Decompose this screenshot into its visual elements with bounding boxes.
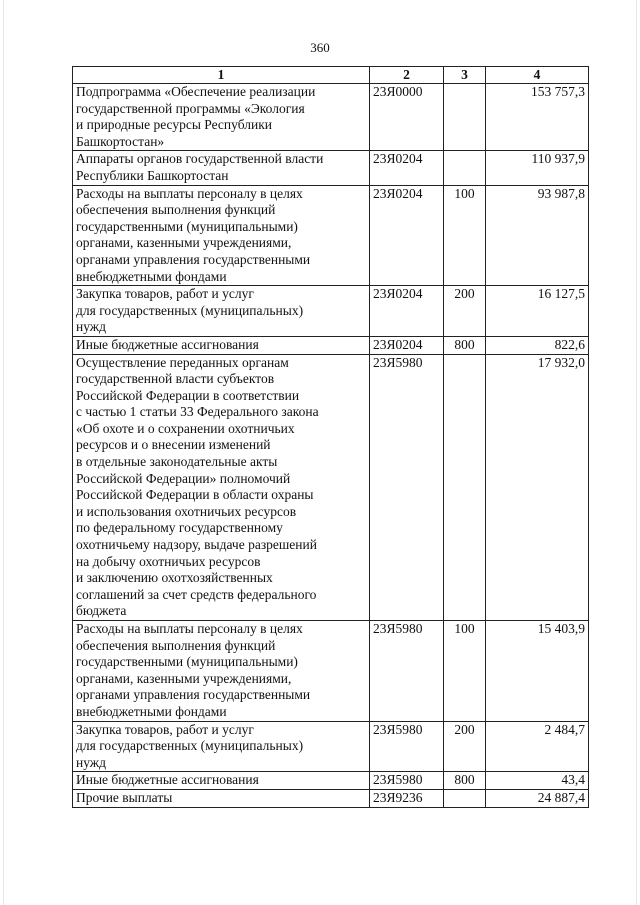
row-name: Закупка товаров, работ и услуг для государственных (муниципальных) нужд xyxy=(73,721,370,772)
row-type xyxy=(444,354,486,621)
row-code: 23Я9236 xyxy=(370,789,444,807)
row-type: 200 xyxy=(444,286,486,337)
row-name: Иные бюджетные ассигнования xyxy=(73,336,370,354)
table-row xyxy=(73,621,589,722)
row-amount: 2 484,7 xyxy=(486,721,589,772)
header-col-2: 2 xyxy=(370,67,444,84)
row-amount: 822,6 xyxy=(486,336,589,354)
budget-table xyxy=(72,66,589,808)
row-name: Подпрограмма «Обеспечение реализации государственной программы «Экология и природные ресурсы Республики Башкортостан» xyxy=(73,84,370,151)
row-name: Иные бюджетные ассигнования xyxy=(73,772,370,790)
row-type: 100 xyxy=(444,185,486,286)
row-amount: 153 757,3 xyxy=(486,84,589,151)
row-amount: 17 932,0 xyxy=(486,354,589,621)
header-row xyxy=(73,67,589,84)
row-name: Прочие выплаты xyxy=(73,789,370,807)
table-row xyxy=(73,789,589,807)
row-code: 23Я0204 xyxy=(370,185,444,286)
table-row xyxy=(73,185,589,286)
row-type: 200 xyxy=(444,721,486,772)
header-col-1: 1 xyxy=(73,67,370,84)
row-amount: 110 937,9 xyxy=(486,151,589,185)
page-number: 360 xyxy=(310,40,330,55)
row-code: 23Я5980 xyxy=(370,721,444,772)
row-type xyxy=(444,151,486,185)
row-code: 23Я5980 xyxy=(370,354,444,621)
row-name: Аппараты органов государственной власти Республики Башкортостан xyxy=(73,151,370,185)
table-row xyxy=(73,151,589,185)
row-code: 23Я0000 xyxy=(370,84,444,151)
table-row xyxy=(73,336,589,354)
table-row xyxy=(73,354,589,621)
table-row xyxy=(73,286,589,337)
left-margin-line xyxy=(3,0,4,905)
row-type: 800 xyxy=(444,772,486,790)
row-amount: 93 987,8 xyxy=(486,185,589,286)
row-amount: 24 887,4 xyxy=(486,789,589,807)
row-type: 100 xyxy=(444,621,486,722)
table-row xyxy=(73,772,589,790)
row-name: Расходы на выплаты персоналу в целях обеспечения выполнения функций государственными (муниципальными) органами, казенными учреждениями, органами управления государственными внебюджетными фондами xyxy=(73,621,370,722)
row-name: Осуществление переданных органам государственной власти субъектов Российской Федерации в соответствии с частью 1 статьи 33 Федерального закона «Об охоте и о сохранении охотничьих ресурсов и о внесении изменений в отдельные законодательные акты Российской Федерации» полномочий Российской Федерации в области охраны и использования охотничьих ресурсов по федеральному государственному охотничьему надзору, выдаче разрешений на добычу охотничьих ресурсов и заключению охотхозяйственных соглашений за счет средств федерального бюджета xyxy=(73,354,370,621)
row-code: 23Я5980 xyxy=(370,772,444,790)
right-margin-line xyxy=(636,0,637,905)
table-row xyxy=(73,84,589,151)
table-row xyxy=(73,721,589,772)
row-type xyxy=(444,84,486,151)
row-type: 800 xyxy=(444,336,486,354)
header-col-3: 3 xyxy=(444,67,486,84)
row-code: 23Я0204 xyxy=(370,336,444,354)
row-amount: 16 127,5 xyxy=(486,286,589,337)
row-amount: 43,4 xyxy=(486,772,589,790)
row-code: 23Я0204 xyxy=(370,286,444,337)
row-amount: 15 403,9 xyxy=(486,621,589,722)
row-name: Расходы на выплаты персоналу в целях обеспечения выполнения функций государственными (муниципальными) органами, казенными учреждениями, органами управления государственными внебюджетными фондами xyxy=(73,185,370,286)
row-code: 23Я0204 xyxy=(370,151,444,185)
row-type xyxy=(444,789,486,807)
row-code: 23Я5980 xyxy=(370,621,444,722)
header-col-4: 4 xyxy=(486,67,589,84)
row-name: Закупка товаров, работ и услуг для государственных (муниципальных) нужд xyxy=(73,286,370,337)
